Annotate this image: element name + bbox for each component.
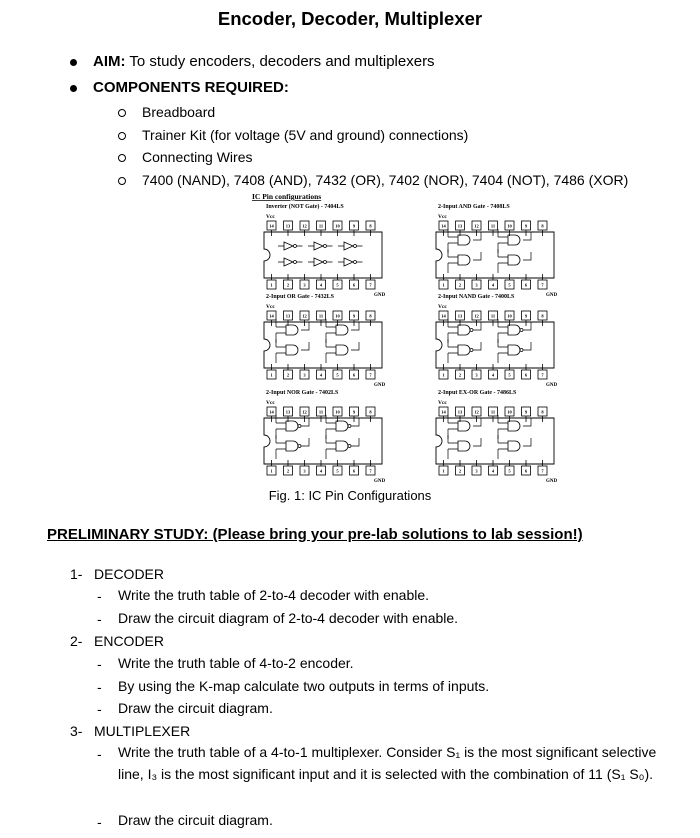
gate-wire	[448, 418, 481, 429]
pin-number: 7	[369, 468, 372, 474]
pin-number: 12	[474, 313, 479, 319]
dash-bullet: -	[97, 679, 102, 695]
chip-body	[264, 322, 382, 368]
gnd-label: GND	[374, 479, 386, 484]
pin-number: 14	[269, 313, 274, 319]
bubble	[348, 425, 351, 428]
study-item: Draw the circuit diagram.	[118, 812, 273, 828]
gate-wire	[276, 438, 309, 449]
pin-number: 12	[474, 223, 479, 229]
aim-label: AIM:	[93, 53, 126, 70]
logic-gate	[458, 255, 470, 265]
pin-number: 5	[336, 372, 339, 378]
pin-number: 14	[441, 223, 446, 229]
pin-number: 6	[524, 372, 528, 378]
logic-gate	[508, 441, 520, 451]
page-title: Encoder, Decoder, Multiplexer	[217, 8, 483, 29]
logic-gate	[336, 325, 348, 335]
pin-number: 11	[490, 223, 496, 229]
logic-gate	[458, 345, 470, 355]
pin-number: 1	[442, 468, 445, 474]
pin-number: 7	[541, 468, 544, 474]
pin-number: 9	[352, 313, 356, 319]
dash-bullet: -	[97, 588, 102, 604]
chip-title: 2-Input OR Gate - 7432LS	[266, 294, 335, 300]
pin-number: 5	[508, 282, 511, 288]
dash-bullet: -	[97, 611, 102, 627]
pin-number: 6	[352, 468, 356, 474]
logic-gate	[458, 421, 470, 431]
gate-wire	[326, 438, 359, 449]
pin-number: 13	[457, 223, 463, 229]
pin-number: 2	[286, 468, 290, 474]
gate-wire	[498, 438, 531, 449]
pin-number: 3	[303, 468, 306, 474]
logic-gate	[508, 421, 520, 431]
ic-pin-figure	[248, 190, 566, 485]
chip-title: Inverter (NOT Gate) - 7404LS	[266, 204, 344, 210]
pin-number: 3	[303, 372, 306, 378]
section-number: 2-	[70, 633, 83, 649]
bubble	[520, 349, 523, 352]
pin-number: 12	[302, 313, 307, 319]
pin-number: 5	[336, 468, 339, 474]
pin-number: 7	[541, 372, 544, 378]
logic-gate	[508, 345, 520, 355]
ic-chip	[436, 204, 558, 298]
pin-number: 12	[302, 223, 307, 229]
pin-number: 14	[441, 409, 446, 415]
dash-bullet: -	[97, 814, 102, 830]
pin-number: 8	[541, 409, 544, 415]
dash-bullet: -	[97, 746, 102, 762]
gate-wire	[448, 322, 481, 333]
logic-gate	[286, 441, 298, 451]
sub-bullet	[118, 109, 126, 117]
pin-number: 5	[508, 468, 511, 474]
pin-number: 4	[319, 282, 323, 288]
ic-chip	[436, 294, 558, 388]
pin-number: 3	[303, 282, 306, 288]
bullet-dot	[70, 85, 77, 92]
gnd-label: GND	[546, 479, 558, 484]
chip-title: 2-Input EX-OR Gate - 7486LS	[438, 390, 517, 396]
sub-bullet	[118, 154, 126, 162]
pin-number: 13	[285, 223, 291, 229]
bullet-dot	[70, 59, 77, 66]
pin-number: 11	[318, 313, 324, 319]
pin-number: 4	[319, 468, 323, 474]
logic-gate	[458, 235, 470, 245]
ic-chip	[264, 294, 386, 388]
inverter-gate	[314, 242, 323, 250]
pin-number: 9	[524, 223, 528, 229]
gate-wire	[276, 342, 309, 353]
pin-number: 6	[352, 282, 356, 288]
pin-number: 14	[441, 313, 446, 319]
pin-number: 8	[369, 409, 372, 415]
inverter-gate	[284, 242, 293, 250]
pin-number: 10	[507, 313, 512, 319]
logic-gate	[508, 235, 520, 245]
pin-number: 5	[508, 372, 511, 378]
logic-gate	[336, 345, 348, 355]
pin-number: 10	[507, 223, 512, 229]
gate-wire	[498, 252, 531, 263]
pin-number: 8	[369, 313, 372, 319]
pin-number: 2	[286, 282, 290, 288]
chip-body	[436, 322, 554, 368]
pin-number: 13	[285, 313, 291, 319]
pin-number: 10	[335, 223, 340, 229]
pin-number: 9	[352, 409, 356, 415]
pin-number: 10	[507, 409, 512, 415]
gate-wire	[326, 342, 359, 353]
preliminary-heading: PRELIMINARY STUDY: (Please bring your pre-lab solutions to lab session!)	[47, 526, 583, 543]
pin-number: 4	[319, 372, 323, 378]
section-number: 1-	[70, 566, 83, 582]
ic-chip	[264, 203, 386, 298]
vcc-label: Vcc	[438, 214, 447, 220]
bubble	[348, 445, 351, 448]
components-label: COMPONENTS REQUIRED:	[93, 79, 289, 96]
pin-number: 2	[458, 372, 462, 378]
pin-number: 13	[285, 409, 291, 415]
dash-bullet: -	[97, 701, 102, 717]
gnd-label: GND	[374, 293, 386, 298]
vcc-label: Vcc	[438, 304, 447, 310]
sub-bullet	[118, 177, 126, 185]
study-item: By using the K-map calculate two outputs in terms of inputs.	[118, 678, 490, 694]
gate-wire	[448, 438, 481, 449]
pin-number: 8	[369, 223, 372, 229]
section-title: DECODER	[94, 566, 165, 582]
pin-number: 3	[475, 468, 478, 474]
pin-number: 8	[541, 223, 544, 229]
gate-wire	[276, 418, 309, 429]
pin-number: 1	[270, 282, 273, 288]
pin-number: 11	[318, 409, 324, 415]
pin-number: 12	[474, 409, 479, 415]
pin-number: 14	[269, 409, 274, 415]
gnd-label: GND	[374, 383, 386, 388]
bubble	[470, 349, 473, 352]
figure-heading: IC Pin configurations	[252, 192, 322, 201]
inverter-gate	[344, 242, 353, 250]
chip-title: 2-Input AND Gate - 7408LS	[438, 204, 510, 210]
bubble	[298, 425, 301, 428]
pin-number: 13	[457, 409, 463, 415]
pin-number: 5	[336, 282, 339, 288]
pin-number: 6	[524, 282, 528, 288]
logic-gate	[458, 441, 470, 451]
gnd-label: GND	[546, 383, 558, 388]
logic-gate	[458, 325, 470, 335]
pin-number: 4	[491, 468, 495, 474]
pin-number: 7	[541, 282, 544, 288]
pin-number: 9	[524, 313, 528, 319]
chip-title: 2-Input NOR Gate - 7402LS	[266, 390, 339, 396]
vcc-label: Vcc	[266, 400, 275, 406]
pin-number: 7	[369, 372, 372, 378]
gate-wire	[498, 342, 531, 353]
pin-number: 2	[286, 372, 290, 378]
pin-number: 14	[269, 223, 274, 229]
pin-number: 2	[458, 282, 462, 288]
aim-line	[93, 52, 435, 72]
gate-wire	[448, 232, 481, 243]
pin-number: 2	[458, 468, 462, 474]
chip-body	[264, 418, 382, 464]
bubble	[298, 445, 301, 448]
pin-number: 6	[352, 372, 356, 378]
dash-bullet: -	[97, 656, 102, 672]
logic-gate	[286, 421, 298, 431]
component-item: Connecting Wires	[142, 149, 253, 165]
sub-bullet	[118, 132, 126, 140]
bubble	[520, 329, 523, 332]
chip-title: 2-Input NAND Gate - 7400LS	[438, 294, 515, 300]
gate-wire	[448, 342, 481, 353]
study-item: Draw the circuit diagram.	[118, 700, 273, 716]
section-number: 3-	[70, 723, 83, 739]
section-title: ENCODER	[94, 633, 165, 649]
pin-number: 11	[490, 313, 496, 319]
pin-number: 12	[302, 409, 307, 415]
logic-gate	[286, 345, 298, 355]
logic-gate	[508, 325, 520, 335]
gate-wire	[276, 322, 309, 333]
ic-chip	[264, 390, 386, 484]
pin-number: 8	[541, 313, 544, 319]
vcc-label: Vcc	[438, 400, 447, 406]
aim-text: To study encoders, decoders and multiplexers	[125, 53, 435, 70]
study-item: Draw the circuit diagram of 2-to-4 decoder with enable.	[118, 610, 459, 626]
logic-gate	[508, 255, 520, 265]
pin-number: 1	[442, 372, 445, 378]
bubble	[470, 329, 473, 332]
figure-caption: Fig. 1: IC Pin Configurations	[268, 488, 432, 503]
pin-number: 11	[318, 223, 324, 229]
chip-body	[264, 232, 382, 278]
ic-chip	[436, 390, 558, 484]
pin-number: 7	[369, 282, 372, 288]
inverter-gate	[344, 258, 353, 266]
inverter-gate	[284, 258, 293, 266]
study-item: Write the truth table of 2-to-4 decoder with enable.	[118, 587, 430, 603]
logic-gate	[336, 421, 348, 431]
pin-number: 6	[524, 468, 528, 474]
pin-number: 9	[524, 409, 528, 415]
chip-body	[436, 232, 554, 278]
study-item: Write the truth table of 4-to-2 encoder.	[118, 655, 354, 671]
component-item: Trainer Kit (for voltage (5V and ground) connections)	[142, 127, 469, 143]
section-title: MULTIPLEXER	[94, 723, 191, 739]
pin-number: 9	[352, 223, 356, 229]
vcc-label: Vcc	[266, 214, 275, 220]
pin-number: 3	[475, 282, 478, 288]
gate-wire	[448, 252, 481, 263]
gnd-label: GND	[546, 293, 558, 298]
logic-gate	[286, 325, 298, 335]
inverter-gate	[314, 258, 323, 266]
component-item: 7400 (NAND), 7408 (AND), 7432 (OR), 7402 (NOR), 7404 (NOT), 7486 (XOR)	[142, 172, 629, 188]
pin-number: 10	[335, 313, 340, 319]
pin-number: 3	[475, 372, 478, 378]
pin-number: 1	[270, 468, 273, 474]
pin-number: 4	[491, 372, 495, 378]
pin-number: 1	[442, 282, 445, 288]
pin-number: 4	[491, 282, 495, 288]
pin-number: 1	[270, 372, 273, 378]
component-item: Breadboard	[142, 104, 216, 120]
chip-body	[436, 418, 554, 464]
logic-gate	[336, 441, 348, 451]
pin-number: 10	[335, 409, 340, 415]
vcc-label: Vcc	[266, 304, 275, 310]
pin-number: 11	[490, 409, 496, 415]
pin-number: 13	[457, 313, 463, 319]
study-item: Write the truth table of a 4-to-1 multiplexer. Consider S₁ is the most significant selective line, I₃ is the most significant input and it is selected with the combination of 11 (S₁ S₀).	[118, 744, 657, 782]
